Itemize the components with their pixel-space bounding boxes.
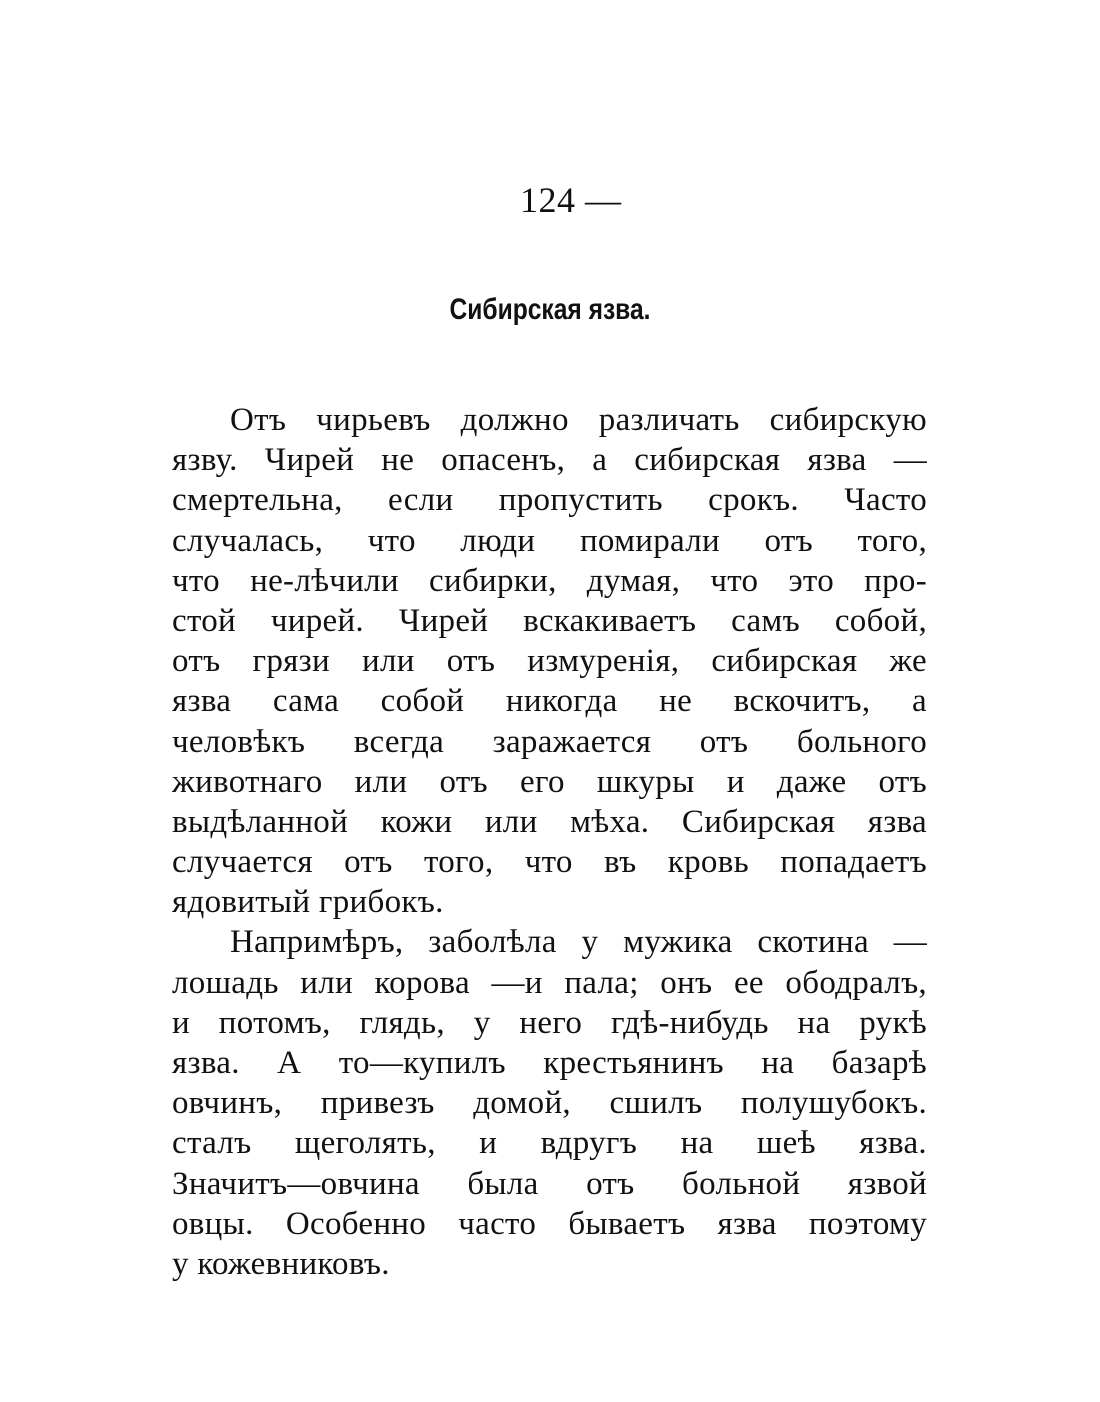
- text-line: человѣкъ всегда заражается отъ больного: [172, 723, 927, 760]
- paragraph-2: [172, 922, 927, 1284]
- text-line: язва. А то—купилъ крестьянинъ на базарѣ: [172, 1045, 927, 1081]
- text-line: что не-лѣчили сибирки, думая, что это про-: [172, 562, 927, 599]
- text-line: Отъ чирьевъ должно различать сибирскую: [230, 402, 927, 438]
- text-line: смертельна, если пропустить срокъ. Часто: [172, 482, 927, 519]
- text-line: животнаго или отъ его шкуры и даже отъ: [172, 763, 927, 800]
- text-line: Напримѣръ, заболѣла у мужика скотина —: [230, 924, 927, 961]
- text-line: сталъ щеголять, и вдругъ на шеѣ язва.: [172, 1125, 927, 1162]
- text-line: у кожевниковъ.: [172, 1245, 390, 1282]
- text-line: Значитъ—овчина была отъ больной язвой: [172, 1165, 927, 1202]
- text-line: случается отъ того, что въ кровь попадаетъ: [172, 844, 927, 881]
- page-number: 124 —: [520, 180, 622, 220]
- text-line: ядовитый грибокъ.: [172, 884, 444, 921]
- section-title: Сибирская язва.: [449, 293, 651, 326]
- text-line: язва сама собой никогда не вскочитъ, а: [172, 683, 927, 720]
- text-line: отъ грязи или отъ измуренія, сибирская же: [172, 643, 927, 680]
- paragraph-1: [172, 400, 927, 922]
- text-line: овчинъ, привезъ домой, сшилъ полушубокъ.: [172, 1085, 927, 1122]
- text-line: выдѣланной кожи или мѣха. Сибирская язва: [172, 803, 927, 840]
- text-line: случалась, что люди помирали отъ того,: [172, 522, 927, 559]
- text-line: язву. Чирей не опасенъ, а сибирская язва —: [172, 442, 927, 479]
- body-text: [172, 400, 927, 1284]
- text-line: лошадь или корова —и пала; онъ ее ободралъ,: [172, 964, 927, 1001]
- text-line: овцы. Особенно часто бываетъ язва поэтому: [172, 1205, 927, 1242]
- text-line: и потомъ, глядь, у него гдѣ-нибудь на рукѣ: [172, 1004, 927, 1041]
- text-line: стой чирей. Чирей вскакиваетъ самъ собой,: [172, 602, 927, 639]
